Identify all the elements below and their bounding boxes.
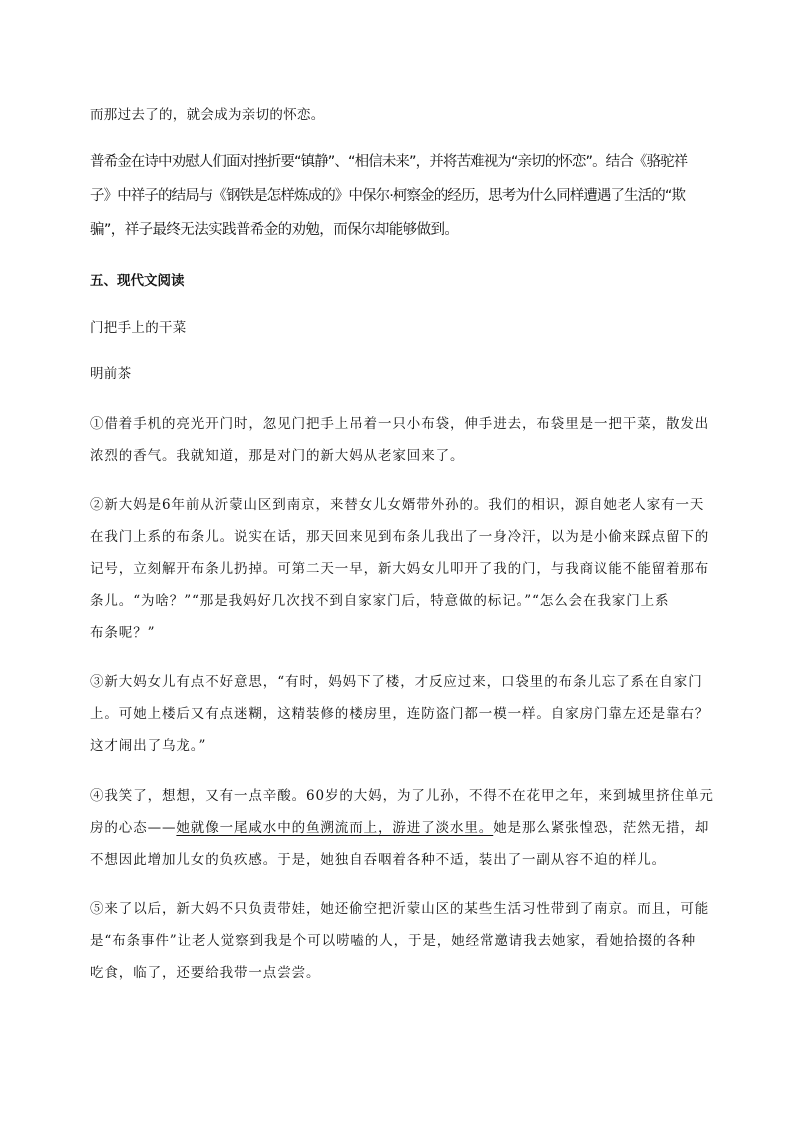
underlined-sentence: 她就像一尾咸水中的鱼溯流而上，游进了淡水里。 (176, 820, 494, 836)
text-line: ④我笑了，想想，又有一点辛酸。60岁的大妈，为了儿孙，不得不在花甲之年，来到城里挤住单元 (90, 788, 714, 804)
text-line: ①借着手机的亮光开门时，忽见门把手上吊着一只小布袋，伸手进去，布袋里是一把干菜，散发出 (90, 416, 710, 432)
text-line: 这才闹出了乌龙。” (90, 738, 207, 754)
text-line: 普希金在诗中劝慰人们面对挫折要“镇静”、“相信未来”，并将苦难视为“亲切的怀恋”。结合《骆驼祥 (90, 154, 688, 170)
text-line: 而那过去了的，就会成为亲切的怀恋。 (90, 107, 325, 123)
text-segment: 房的心态—— (90, 820, 177, 836)
text-segment: 她是那么紧张惶恐，茫然无措，却 (493, 820, 710, 836)
text-line: 条儿。“为啥？”“那是我妈好几次找不到自家家门后，特意做的标记。”“怎么会在我家门上系 (90, 593, 670, 609)
text-line: 不想因此增加儿女的负疚感。于是，她独自吞咽着各种不适，装出了一副从容不迫的样儿。 (90, 852, 666, 868)
text-line: ②新大妈是6年前从沂蒙山区到南京，来替女儿女婿带外孙的。我们的相识，源自她老人家有一天 (90, 497, 705, 513)
text-line: 吃食，临了，还要给我带一点尝尝。 (90, 965, 321, 981)
text-line: 上。可她上楼后又有点迷糊，这精装修的楼房里，连防盗门都一模一样。自家房门靠左还是靠右？ (90, 706, 710, 722)
article-title: 门把手上的干菜 (90, 320, 187, 336)
text-line: 骗”，祥子最终无法实践普希金的劝勉，而保尔却能够做到。 (90, 222, 459, 238)
text-line: 是“布条事件”让老人觉察到我是个可以唠嗑的人，于是，她经常邀请我去她家，看她拾掇的各种 (90, 933, 697, 949)
article-author: 明前茶 (90, 366, 132, 382)
text-line: 布条呢？” (90, 625, 156, 641)
section-heading: 五、现代文阅读 (90, 273, 185, 289)
text-line: 浓烈的香气。我就知道，那是对门的新大妈从老家回来了。 (90, 448, 465, 464)
text-line: ③新大妈女儿有点不好意思，“有时，妈妈下了楼，才反应过来，口袋里的布条儿忘了系在自家门 (90, 674, 703, 690)
text-line: ⑤来了以后，新大妈不只负责带娃，她还偷空把沂蒙山区的某些生活习性带到了南京。而且，可能 (90, 901, 710, 917)
text-line (90, 816, 709, 836)
text-line: 子》中祥子的结局与《钢铁是怎样炼成的》中保尔·柯察金的经历，思考为什么同样遭遇了生活的“欺 (90, 188, 686, 204)
text-line: 在我门上系的布条儿。说实在话，那天回来见到布条儿我出了一身冷汗，以为是小偷来踩点留下的 (90, 529, 710, 545)
text-line: 记号，立刻解开布条儿扔掉。可第二天一早，新大妈女儿叩开了我的门，与我商议能不能留着那布 (90, 561, 710, 577)
